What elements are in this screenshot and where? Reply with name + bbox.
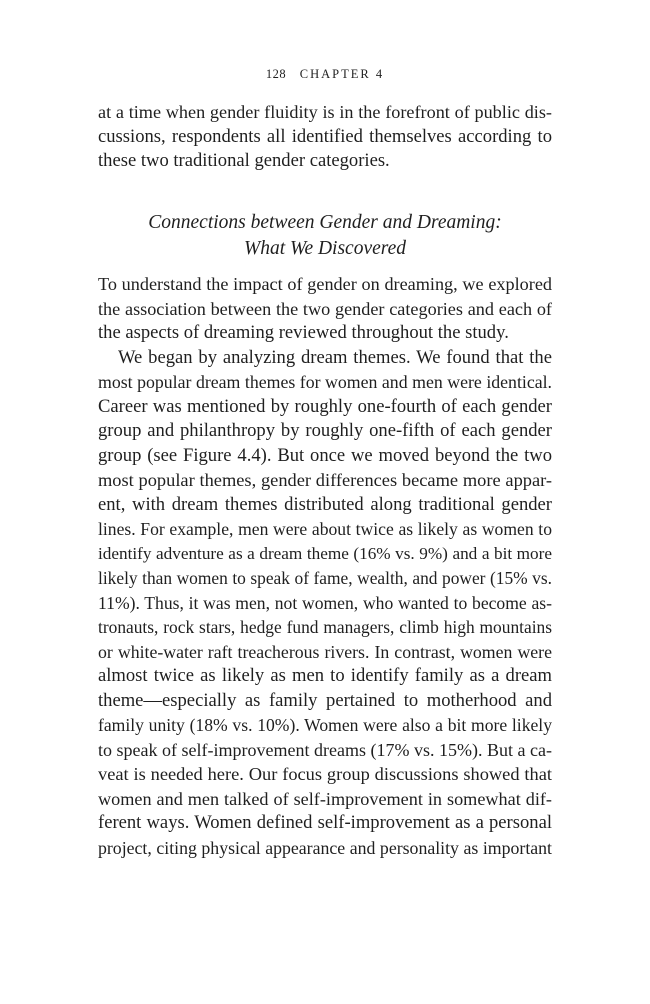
text-line: We began by analyzing dream themes. We found that the <box>118 346 552 368</box>
text-line: identify adventure as a dream theme (16% vs. 9%) and a bit more <box>98 543 552 563</box>
text-line: at a time when gender fluidity is in the forefront of public dis- <box>98 102 552 122</box>
text-line: ent, with dream themes distributed along traditional gender <box>98 493 552 515</box>
text-line: the aspects of dreaming reviewed throughout the study. <box>98 322 509 343</box>
text-line: lines. For example, men were about twice as likely as women to <box>98 519 552 539</box>
running-head <box>98 67 552 82</box>
section-heading-line: Connections between Gender and Dreaming: <box>148 212 502 233</box>
text-line: or white-water raft treacherous rivers. In contrast, women were <box>98 641 552 662</box>
text-line: family unity (18% vs. 10%). Women were also a bit more likely <box>98 715 552 735</box>
text-line: project, citing physical appearance and personality as important <box>98 837 552 858</box>
text-line: To understand the impact of gender on dreaming, we explored <box>98 274 552 294</box>
text-line: tronauts, rock stars, hedge fund managers, climb high mountains <box>98 617 552 637</box>
text-line: theme—especially as family pertained to motherhood and <box>98 689 552 711</box>
text-line: 11%). Thus, it was men, not women, who wanted to become as- <box>98 592 552 613</box>
main-text <box>98 272 552 860</box>
text-line: women and men talked of self-improvement in somewhat dif- <box>98 788 552 809</box>
text-line: group (see Figure 4.4). But once we moved beyond the two <box>98 444 552 466</box>
page-number: 128 <box>265 67 287 81</box>
text-line: these two traditional gender categories. <box>98 150 390 171</box>
text-line: to speak of self-improvement dreams (17% vs. 15%). But a ca- <box>98 739 552 760</box>
text-line: veat is needed here. Our focus group discussions showed that <box>98 764 552 784</box>
section-heading <box>98 210 552 262</box>
text-line: likely than women to speak of fame, wealth, and power (15% vs. <box>98 568 552 588</box>
text-line: group and philanthropy by roughly one-fifth of each gender <box>98 420 552 441</box>
text-line: most popular dream themes for women and men were identical. <box>98 372 552 392</box>
chapter-label: CHAPTER 4 <box>299 67 385 81</box>
intro-paragraph <box>98 100 552 174</box>
text-line: the association between the two gender categories and each of <box>98 298 552 319</box>
text-line: almost twice as likely as men to identify family as a dream <box>98 665 552 686</box>
text-line: ferent ways. Women defined self-improvement as a personal <box>98 812 552 833</box>
section-heading-line: What We Discovered <box>243 238 407 259</box>
text-line: cussions, respondents all identified themselves according to <box>98 125 552 147</box>
text-line: Career was mentioned by roughly one-fourth of each gender <box>98 395 552 417</box>
text-line: most popular themes, gender differences became more appar- <box>98 470 552 490</box>
